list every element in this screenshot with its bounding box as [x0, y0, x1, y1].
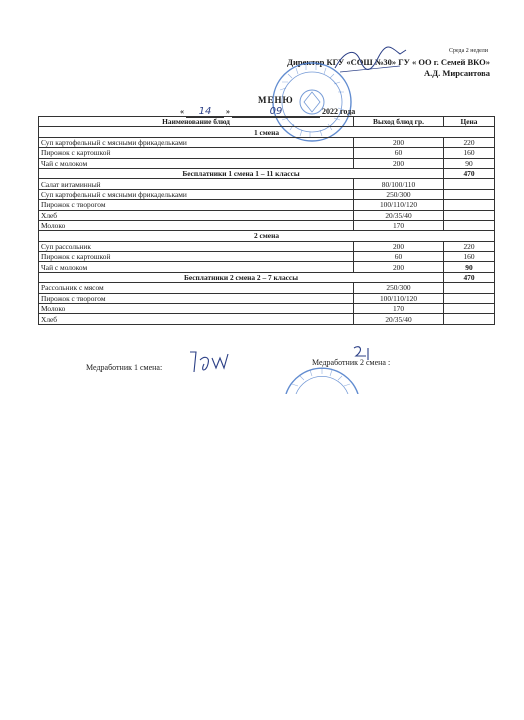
table-section-row	[39, 231, 495, 241]
table-row	[39, 314, 495, 324]
dish-output: 60	[354, 148, 444, 158]
medic-1-label: Медработник 1 смена:	[86, 363, 163, 372]
menu-title: МЕНЮ	[258, 95, 294, 105]
dish-price: 220	[444, 241, 495, 251]
week-label: Среда 2 недели	[448, 48, 488, 54]
dish-name: Пирожок с творогом	[39, 200, 354, 210]
dish-price	[444, 314, 495, 324]
dish-price	[444, 304, 495, 314]
dish-output: 100/110/120	[354, 200, 444, 210]
free-meal-label: Бесплатники 1 смена 1 – 11 классы	[39, 168, 444, 178]
dish-output: 80/100/110	[354, 179, 444, 189]
dish-name: Чай с молоком	[39, 262, 354, 272]
dish-price	[444, 293, 495, 303]
medic-1-signature	[186, 346, 236, 376]
header-output: Выход блюд гр.	[354, 117, 444, 127]
date-quote-open: «	[180, 107, 184, 116]
table-row	[39, 293, 495, 303]
table-row	[39, 241, 495, 251]
table-row	[39, 283, 495, 293]
dish-name: Суп картофельный с мясными фрикадельками	[39, 137, 354, 147]
table-row	[39, 179, 495, 189]
date-month: 09	[269, 106, 283, 117]
dish-name: Молоко	[39, 304, 354, 314]
table-row	[39, 304, 495, 314]
header-dish-name: Наименование блюд	[39, 117, 354, 127]
dish-output: 200	[354, 241, 444, 251]
director-line-1: Директор КГУ «СОШ №30» ГУ « ОО г. Семей ВКО»	[287, 57, 490, 67]
dish-name: Чай с молоком	[39, 158, 354, 168]
dish-name: Молоко	[39, 220, 354, 230]
menu-table	[38, 116, 495, 325]
dish-output: 170	[354, 304, 444, 314]
dish-price: 160	[444, 252, 495, 262]
dish-output: 170	[354, 220, 444, 230]
dish-output: 100/110/120	[354, 293, 444, 303]
menu-table-body	[39, 127, 495, 324]
table-row	[39, 210, 495, 220]
medic-2-label: Медработник 2 смена :	[312, 358, 391, 367]
school-stamp-bottom	[282, 364, 362, 394]
dish-output: 200	[354, 158, 444, 168]
dish-name: Хлеб	[39, 210, 354, 220]
header-price: Цена	[444, 117, 495, 127]
table-row	[39, 220, 495, 230]
dish-price: 220	[444, 137, 495, 147]
dish-output: 20/35/40	[354, 314, 444, 324]
table-free-meal-row	[39, 168, 495, 178]
table-row	[39, 148, 495, 158]
table-row	[39, 158, 495, 168]
table-row	[39, 262, 495, 272]
dish-price	[444, 220, 495, 230]
dish-output: 250/300	[354, 189, 444, 199]
table-free-meal-row	[39, 272, 495, 282]
date-year: 2022 года	[322, 107, 356, 116]
dish-price	[444, 283, 495, 293]
dish-price	[444, 200, 495, 210]
date-quote-close: »	[226, 107, 230, 116]
dish-output: 200	[354, 137, 444, 147]
table-section-row	[39, 127, 495, 137]
dish-price	[444, 179, 495, 189]
dish-name: Салат витаминный	[39, 179, 354, 189]
section-label: 2 смена	[39, 231, 495, 241]
dish-price: 90	[444, 158, 495, 168]
table-header-row	[39, 117, 495, 127]
table-row	[39, 137, 495, 147]
dish-name: Рассольник с мясом	[39, 283, 354, 293]
medic-2-signature	[348, 342, 378, 364]
dish-output: 60	[354, 252, 444, 262]
dish-output: 250/300	[354, 283, 444, 293]
dish-output: 20/35/40	[354, 210, 444, 220]
dish-name: Пирожок с картошкой	[39, 148, 354, 158]
dish-price	[444, 210, 495, 220]
dish-name: Суп картофельный с мясными фрикадельками	[39, 189, 354, 199]
dish-name: Пирожок с картошкой	[39, 252, 354, 262]
free-meal-price: 470	[444, 168, 495, 178]
table-row	[39, 189, 495, 199]
free-meal-label: Бесплатники 2 смена 2 – 7 классы	[39, 272, 444, 282]
dish-name: Суп рассольник	[39, 241, 354, 251]
dish-price: 160	[444, 148, 495, 158]
table-row	[39, 200, 495, 210]
dish-output: 200	[354, 262, 444, 272]
director-line-2: А.Д. Мирсаитова	[424, 68, 490, 78]
dish-name: Пирожок с творогом	[39, 293, 354, 303]
date-day: 14	[198, 106, 212, 117]
section-label: 1 смена	[39, 127, 495, 137]
table-row	[39, 252, 495, 262]
dish-price: 90	[444, 262, 495, 272]
free-meal-price: 470	[444, 272, 495, 282]
dish-name: Хлеб	[39, 314, 354, 324]
dish-price	[444, 189, 495, 199]
